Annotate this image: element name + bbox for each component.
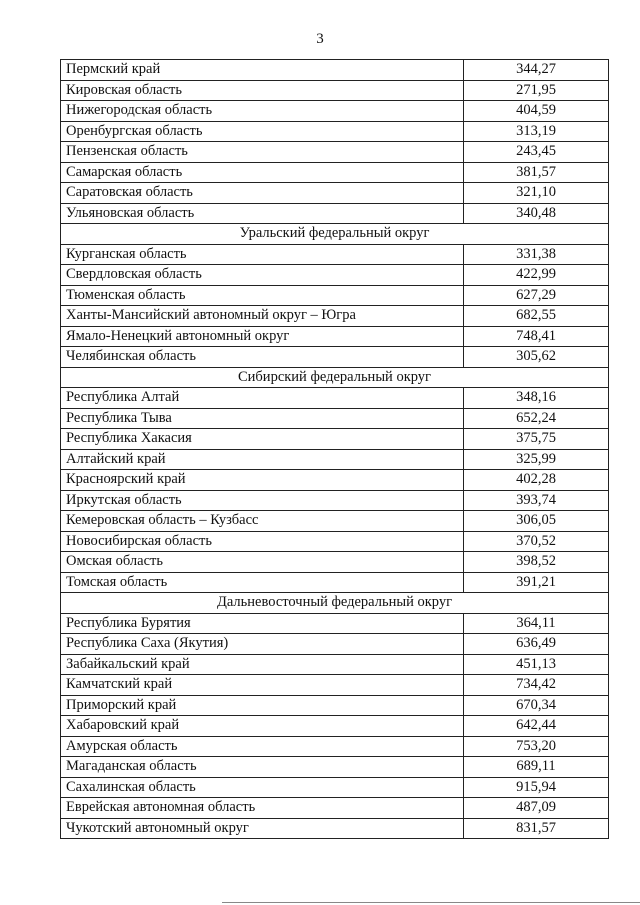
table-row [61, 572, 609, 593]
table-row [61, 777, 609, 798]
table-row [61, 306, 609, 327]
region-value-cell: 689,11 [464, 757, 609, 778]
table-row [61, 162, 609, 183]
region-value-cell: 422,99 [464, 265, 609, 286]
region-value-cell: 393,74 [464, 490, 609, 511]
table-row [61, 552, 609, 573]
table-row [61, 244, 609, 265]
region-value-cell: 370,52 [464, 531, 609, 552]
region-name-cell: Республика Хакасия [61, 429, 464, 450]
region-value-cell: 331,38 [464, 244, 609, 265]
region-name-cell: Республика Алтай [61, 388, 464, 409]
region-value-cell: 271,95 [464, 80, 609, 101]
region-name-cell: Забайкальский край [61, 654, 464, 675]
region-name-cell: Камчатский край [61, 675, 464, 696]
table-row [61, 449, 609, 470]
section-header-row [61, 593, 609, 614]
region-name-cell: Омская область [61, 552, 464, 573]
region-value-cell: 636,49 [464, 634, 609, 655]
region-name-cell: Самарская область [61, 162, 464, 183]
region-value-cell: 398,52 [464, 552, 609, 573]
table-row [61, 613, 609, 634]
section-title: Дальневосточный федеральный округ [61, 593, 609, 614]
region-value-cell: 915,94 [464, 777, 609, 798]
table-row [61, 265, 609, 286]
region-value-cell: 306,05 [464, 511, 609, 532]
region-name-cell: Амурская область [61, 736, 464, 757]
table-row [61, 326, 609, 347]
region-name-cell: Оренбургская область [61, 121, 464, 142]
bottom-rule [222, 902, 640, 903]
region-value-cell: 627,29 [464, 285, 609, 306]
region-name-cell: Курганская область [61, 244, 464, 265]
region-value-cell: 391,21 [464, 572, 609, 593]
region-name-cell: Еврейская автономная область [61, 798, 464, 819]
region-name-cell: Магаданская область [61, 757, 464, 778]
region-name-cell: Новосибирская область [61, 531, 464, 552]
table-row [61, 101, 609, 122]
table-row [61, 142, 609, 163]
region-value-cell: 313,19 [464, 121, 609, 142]
table-row [61, 818, 609, 839]
region-name-cell: Свердловская область [61, 265, 464, 286]
region-value-cell: 305,62 [464, 347, 609, 368]
region-name-cell: Ямало-Ненецкий автономный округ [61, 326, 464, 347]
region-value-cell: 375,75 [464, 429, 609, 450]
region-value-cell: 831,57 [464, 818, 609, 839]
region-name-cell: Алтайский край [61, 449, 464, 470]
region-name-cell: Пермский край [61, 60, 464, 81]
region-name-cell: Ульяновская область [61, 203, 464, 224]
table-row [61, 183, 609, 204]
region-value-cell: 682,55 [464, 306, 609, 327]
table-row [61, 736, 609, 757]
region-value-cell: 364,11 [464, 613, 609, 634]
region-name-cell: Челябинская область [61, 347, 464, 368]
region-name-cell: Сахалинская область [61, 777, 464, 798]
table-row [61, 429, 609, 450]
region-value-cell: 652,24 [464, 408, 609, 429]
region-name-cell: Пензенская область [61, 142, 464, 163]
regions-table [60, 59, 609, 839]
region-name-cell: Красноярский край [61, 470, 464, 491]
region-value-cell: 344,27 [464, 60, 609, 81]
region-name-cell: Республика Саха (Якутия) [61, 634, 464, 655]
region-value-cell: 321,10 [464, 183, 609, 204]
table-row [61, 695, 609, 716]
region-name-cell: Нижегородская область [61, 101, 464, 122]
region-name-cell: Приморский край [61, 695, 464, 716]
region-value-cell: 642,44 [464, 716, 609, 737]
table-row [61, 511, 609, 532]
table-row [61, 490, 609, 511]
table-row [61, 285, 609, 306]
table-row [61, 388, 609, 409]
table-row [61, 531, 609, 552]
table-row [61, 757, 609, 778]
table-row [61, 121, 609, 142]
table-row [61, 716, 609, 737]
table-row [61, 634, 609, 655]
region-name-cell: Саратовская область [61, 183, 464, 204]
region-value-cell: 487,09 [464, 798, 609, 819]
region-value-cell: 381,57 [464, 162, 609, 183]
table-row [61, 798, 609, 819]
section-header-row [61, 224, 609, 245]
table-row [61, 675, 609, 696]
section-header-row [61, 367, 609, 388]
table-row [61, 470, 609, 491]
region-value-cell: 402,28 [464, 470, 609, 491]
region-name-cell: Чукотский автономный округ [61, 818, 464, 839]
table-row [61, 60, 609, 81]
table-row [61, 408, 609, 429]
region-value-cell: 340,48 [464, 203, 609, 224]
region-value-cell: 325,99 [464, 449, 609, 470]
region-value-cell: 748,41 [464, 326, 609, 347]
region-value-cell: 670,34 [464, 695, 609, 716]
region-name-cell: Республика Бурятия [61, 613, 464, 634]
region-value-cell: 243,45 [464, 142, 609, 163]
region-name-cell: Тюменская область [61, 285, 464, 306]
region-name-cell: Кемеровская область – Кузбасс [61, 511, 464, 532]
region-value-cell: 753,20 [464, 736, 609, 757]
table-row [61, 80, 609, 101]
table-row [61, 347, 609, 368]
table-row [61, 654, 609, 675]
section-title: Уральский федеральный округ [61, 224, 609, 245]
region-value-cell: 404,59 [464, 101, 609, 122]
region-name-cell: Республика Тыва [61, 408, 464, 429]
region-value-cell: 734,42 [464, 675, 609, 696]
region-name-cell: Ханты-Мансийский автономный округ – Югра [61, 306, 464, 327]
section-title: Сибирский федеральный округ [61, 367, 609, 388]
region-name-cell: Кировская область [61, 80, 464, 101]
region-value-cell: 348,16 [464, 388, 609, 409]
region-value-cell: 451,13 [464, 654, 609, 675]
region-name-cell: Томская область [61, 572, 464, 593]
table-row [61, 203, 609, 224]
regions-table-body [61, 60, 609, 839]
page-number: 3 [316, 31, 324, 47]
region-name-cell: Иркутская область [61, 490, 464, 511]
region-name-cell: Хабаровский край [61, 716, 464, 737]
